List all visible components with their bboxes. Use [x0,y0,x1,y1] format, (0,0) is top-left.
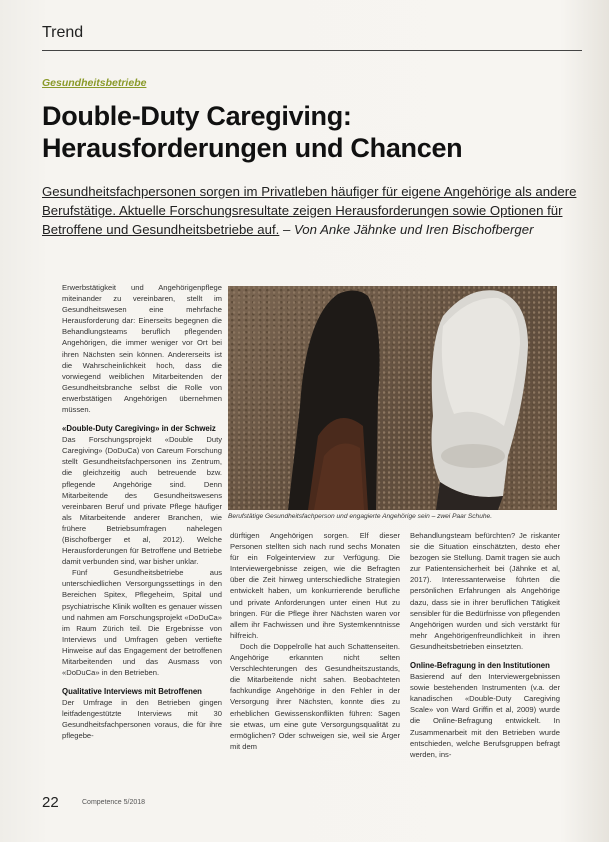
page-number: 22 [42,794,59,811]
paragraph: Behandlungsteam befürchten? Je riskanter sie die Situation einschätzten, desto eher bezogen sie Stellung. Damit tragen sie auch zur Patientensicherheit bei (Jähnke et al, 2017). Interessanterweise führten die persönlichen Erfahrungen als Angehörige dazu, dass sie in ihrer beruflichen Tätigkeit sensibler für die Bedürfnisse von pflegenden Angehörigen wurden und sich verstärkt für mehr Angehörigenfreundlichkeit in ihren Gesundheitsbetrieben einsetzten. [410,531,560,651]
magazine-issue: Competence 5/2018 [82,799,146,806]
byline: – Von Anke Jähnke und Iren Bischofberger [279,222,534,237]
article-title [42,100,582,164]
paragraph: Basierend auf den Interviewergebnissen sowie bestehenden Instrumenten (v.a. der kanadischen «Double-Duty Caregiving Scale» von Ward Griffin et al, 2009) wurde die Online-Befragung entwickelt. In Zusammenarbeit mit den Betrieben wurde entschieden, welche Berufsgruppen befragt werden, ins- [410,672,560,759]
subheading: «Double-Duty Caregiving» in der Schweiz [62,424,216,434]
paragraph: Der Umfrage in den Betrieben gingen leitfadengestützte Interviews mit 30 Gesundheitsfachpersonen voraus, die für ihre pflegebe- [62,698,222,741]
lead-text: Gesundheitsfachpersonen sorgen im Privatleben häufiger für eigene Angehörige als andere Berufstätige. Aktuelle Forschungsresultate zeigen Herausforderungen sowie Optionen für Betroffene und Gesundheitsbetriebe auf. [42,184,577,237]
title-line-1: Double-Duty Caregiving: [42,101,352,131]
article-lead [42,182,582,239]
header-rule [42,50,582,51]
section-label: Trend [42,24,84,41]
title-line-2: Herausforderungen und Chancen [42,133,463,163]
paragraph: Erwerbstätigkeit und Angehörigenpflege miteinander zu vereinbaren, stellt im Gesundheitswesen eine mehrfache Herausforderung dar: Einerseits begegnen die Behandlungsteams beruflich pflegenden Angehörigen, die immer weniger vor Ort bei ihren Nächsten sein können. Andererseits ist die Wahrscheinlichkeit hoch, dass die vorwiegend weiblichen Mitarbeitenden der Gesundheitsbranche selbst die Rolle von erwerbstätigen Angehörigen übernehmen müssen. [62,283,222,415]
column-1 [62,282,222,742]
shoes-illustration [228,286,557,510]
paragraph: Fünf Gesundheitsbetriebe aus unterschiedlichen Versorgungssettings in den Bereichen Spitex, Pflegeheim, Spital und psychiatrische Klinik wollten es genauer wissen und nahmen am Forschungsprojekt «DoDuCa» im Raum Zürich teil. Die Ergebnisse von Interviews und Umfragen geben vertiefte Hinweise auf das Engagement der betroffenen Mitarbeitenden und das Ausmass von «DoDuCa» in den Betrieben. [62,568,222,678]
column-2 [230,530,400,752]
column-3 [410,530,560,760]
category-label: Gesundheitsbetriebe [42,77,147,89]
article-photo [228,286,557,510]
subheading: Online-Befragung in den Institutionen [410,661,550,671]
photo-caption: Berufstätige Gesundheitsfachperson und engagierte Angehörige sein – zwei Paar Schuhe. [228,513,493,520]
paragraph: dürftigen Angehörigen sorgen. Elf dieser Personen stellten sich nach rund sechs Monaten für ein Folgeinterview zur Verfügung. Die Interviewergebnisse zeigen, wie die Befragten über die Zeit hinweg unterschiedliche Strategien entwickelt haben, um konkurrierende berufliche und private Anforderungen unter einen Hut zu bringen. Für die Pflege ihrer Nächsten waren vor allem ihr Fachwissen und ihre Systemkenntnisse hilfreich. [230,531,400,640]
paragraph: Doch die Doppelrolle hat auch Schattenseiten. Angehörige erkannten nicht selten Verschlechterungen des Gesundheitszustands, die Mitarbeitende nicht sahen. Beobachteten fachkundige Angehörige in den Fehler in der Versorgung ihrer Nächsten, konnte dies zu erheblichen Gewissenskonflikten führen: Sagen sie etwas, um eine gute Versorgungsqualität zu ermöglichen? Oder schweigen sie, weil sie Ärger mit dem [230,641,400,751]
paragraph: Das Forschungsprojekt «Double Duty Caregiving» (DoDuCa) von Careum Forschung stellt Gesundheitsfachpersonen ins Zentrum, die gleichzeitig auch betreuende bzw. pflegende Angehörige sind. Denn Mitarbeitende des Gesundheitswesens vereinbaren Beruf und private Pflege häufiger als Mitarbeitende anderer Branchen, wie frühere Betriebsumfragen nahelegen (Bischofberger et al, 2012). Welche Herausforderungen für Betroffene und Betriebe damit verbunden sind, war bisher unklar. [62,435,222,567]
subheading: Qualitative Interviews mit Betroffenen [62,687,202,697]
